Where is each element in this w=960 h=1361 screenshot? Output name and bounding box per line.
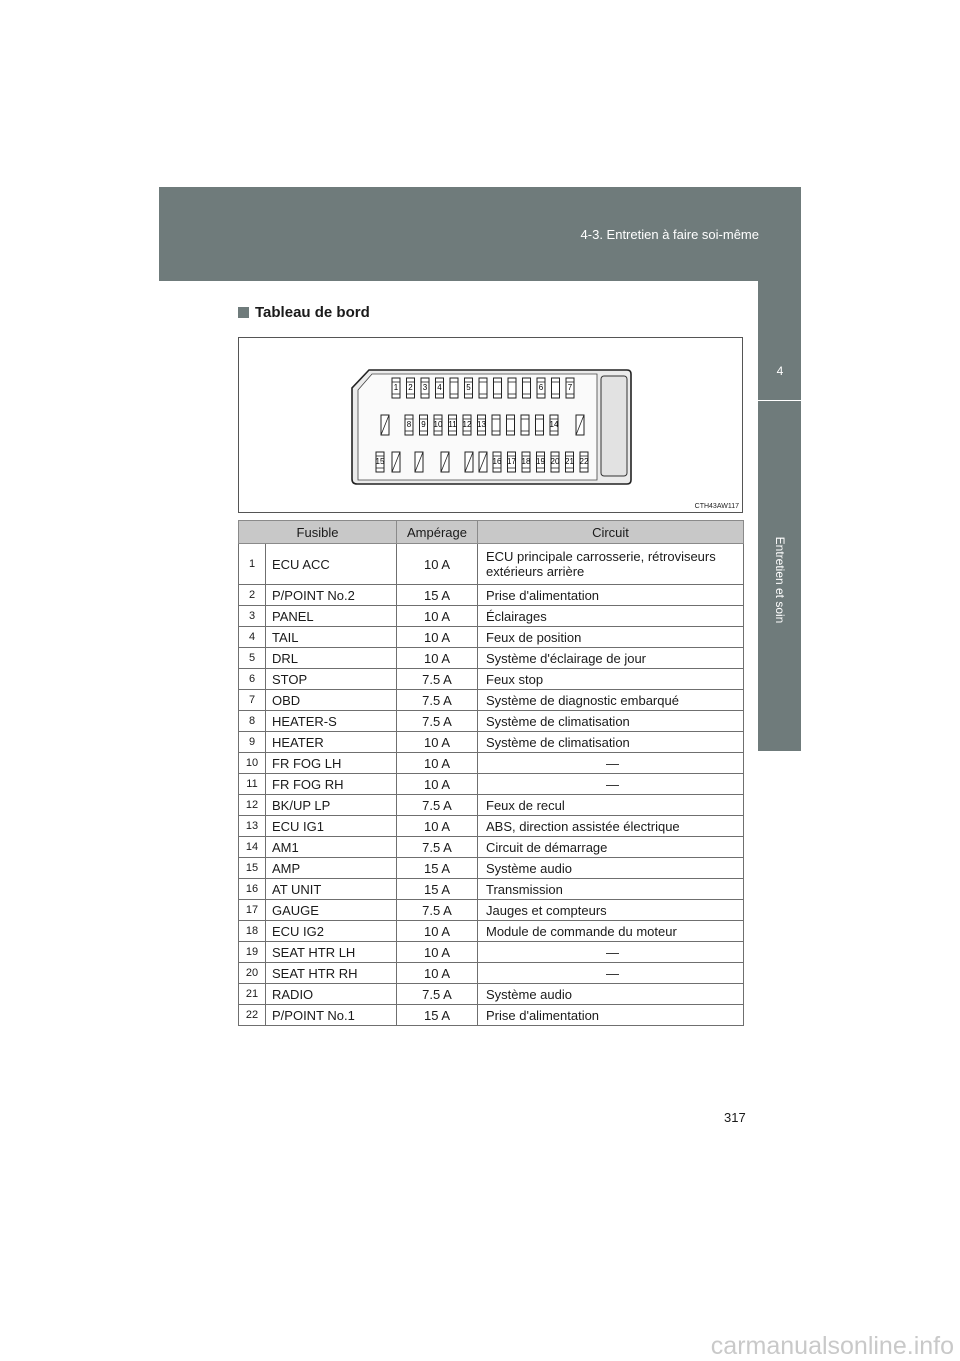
fuse-amperage: 7.5 A	[397, 837, 478, 858]
fuse-number: 5	[239, 648, 266, 669]
fuse-circuit: Feux de position	[478, 627, 744, 648]
fuse-amperage: 15 A	[397, 585, 478, 606]
fuse-slot	[405, 415, 413, 435]
empty-slot	[381, 415, 389, 435]
fuse-circuit: Système de climatisation	[478, 711, 744, 732]
fuse-circuit: Système d'éclairage de jour	[478, 648, 744, 669]
fuse-number-label: 22	[579, 457, 589, 466]
fuse-name: DRL	[266, 648, 397, 669]
fuse-name: OBD	[266, 690, 397, 711]
fuse-amperage: 10 A	[397, 544, 478, 585]
fuse-slot	[536, 415, 544, 435]
fuse-amperage: 10 A	[397, 816, 478, 837]
table-row	[239, 837, 744, 858]
fuse-number-label: 20	[550, 457, 560, 466]
fuse-slot	[508, 378, 516, 398]
fuse-amperage: 15 A	[397, 1005, 478, 1026]
empty-slot	[392, 452, 400, 472]
fuse-slot	[580, 452, 589, 472]
side-tab-divider	[758, 400, 801, 401]
fuse-number: 8	[239, 711, 266, 732]
fuse-name: AMP	[266, 858, 397, 879]
fuse-name: AT UNIT	[266, 879, 397, 900]
table-row	[239, 690, 744, 711]
fuse-circuit: Jauges et compteurs	[478, 900, 744, 921]
fuse-number: 16	[239, 879, 266, 900]
fuse-slot	[493, 452, 502, 472]
header-title: 4-3. Entretien à faire soi-même	[580, 227, 759, 242]
diagram-code: CTH43AW117	[694, 503, 739, 510]
table-row	[239, 753, 744, 774]
fuse-number: 9	[239, 732, 266, 753]
fuse-slot	[523, 378, 531, 398]
fuse-name: P/POINT No.1	[266, 1005, 397, 1026]
fuse-name: PANEL	[266, 606, 397, 627]
fuse-circuit: —	[478, 963, 744, 984]
fuse-name: HEATER-S	[266, 711, 397, 732]
fuse-number: 12	[239, 795, 266, 816]
watermark-text: carmanualsonline.info	[710, 1332, 954, 1360]
fuse-number: 2	[239, 585, 266, 606]
fuse-slot	[550, 415, 559, 435]
fuse-amperage: 7.5 A	[397, 900, 478, 921]
fuse-circuit: Système de diagnostic embarqué	[478, 690, 744, 711]
table-row	[239, 774, 744, 795]
fuse-name: AM1	[266, 837, 397, 858]
fuse-slot	[421, 378, 429, 398]
table-row	[239, 732, 744, 753]
table-row	[239, 963, 744, 984]
fuse-name: ECU IG2	[266, 921, 397, 942]
fuse-amperage: 10 A	[397, 942, 478, 963]
table-row	[239, 900, 744, 921]
fuse-number-label: 5	[466, 383, 471, 392]
fuse-name: HEATER	[266, 732, 397, 753]
fuse-amperage: 7.5 A	[397, 711, 478, 732]
fuse-slot	[522, 452, 531, 472]
fuse-slot	[492, 415, 500, 435]
fuse-number: 17	[239, 900, 266, 921]
page-header	[159, 187, 801, 281]
header-circuit: Circuit	[478, 521, 744, 544]
fuse-box-illustration	[239, 338, 742, 498]
fuse-number-label: 4	[437, 383, 442, 392]
page-number: 317	[724, 1110, 746, 1125]
fuse-number-label: 1	[393, 383, 399, 392]
empty-slot	[479, 452, 487, 472]
table-row	[239, 627, 744, 648]
fuse-amperage: 10 A	[397, 627, 478, 648]
fuse-slot	[448, 415, 457, 435]
fuse-circuit: Prise d'alimentation	[478, 585, 744, 606]
fuse-slot	[552, 378, 560, 398]
square-bullet-icon	[238, 307, 249, 318]
fuse-amperage: 15 A	[397, 879, 478, 900]
fuse-number: 15	[239, 858, 266, 879]
fuse-name: ECU IG1	[266, 816, 397, 837]
fuse-number: 18	[239, 921, 266, 942]
fuse-name: BK/UP LP	[266, 795, 397, 816]
empty-slot	[441, 452, 449, 472]
table-row	[239, 585, 744, 606]
fuse-amperage: 10 A	[397, 921, 478, 942]
section-title	[238, 304, 370, 321]
fuse-slot	[494, 378, 502, 398]
section-title-text: Tableau de bord	[255, 304, 370, 321]
fuse-number: 1	[239, 544, 266, 585]
fuse-number: 21	[239, 984, 266, 1005]
fuse-amperage: 10 A	[397, 963, 478, 984]
fuse-circuit: Circuit de démarrage	[478, 837, 744, 858]
fuse-circuit: —	[478, 942, 744, 963]
table-row	[239, 544, 744, 585]
fuse-slot	[392, 378, 400, 398]
fuse-number-label: 17	[507, 457, 516, 466]
table-row	[239, 816, 744, 837]
fuse-number: 10	[239, 753, 266, 774]
fuse-number-label: 2	[408, 383, 413, 392]
fuse-number: 14	[239, 837, 266, 858]
fuse-slot	[477, 415, 486, 435]
fuse-number-label: 10	[433, 420, 443, 429]
fuse-number-label: 14	[549, 420, 559, 429]
fuse-name: ECU ACC	[266, 544, 397, 585]
chapter-number: 4	[776, 364, 784, 378]
header-amperage: Ampérage	[397, 521, 478, 544]
fuse-number-label: 12	[462, 420, 472, 429]
watermark	[0, 1330, 960, 1358]
chapter-label: Entretien et soin	[772, 536, 787, 624]
fuse-slot	[566, 378, 574, 398]
fuse-circuit: Système de climatisation	[478, 732, 744, 753]
fuse-number-label: 21	[565, 457, 574, 466]
fuse-circuit: Système audio	[478, 858, 744, 879]
fuse-number: 11	[239, 774, 266, 795]
fuse-name: P/POINT No.2	[266, 585, 397, 606]
fuse-circuit: —	[478, 753, 744, 774]
header-fuse: Fusible	[239, 521, 397, 544]
table-row	[239, 648, 744, 669]
fuse-number: 3	[239, 606, 266, 627]
fuse-number: 6	[239, 669, 266, 690]
fuse-amperage: 10 A	[397, 753, 478, 774]
table-row	[239, 711, 744, 732]
table-row	[239, 858, 744, 879]
fuse-number-label: 18	[521, 457, 531, 466]
fuse-amperage: 7.5 A	[397, 669, 478, 690]
fuse-slot	[450, 378, 458, 398]
fuse-number-label: 11	[448, 420, 457, 429]
fuse-name: TAIL	[266, 627, 397, 648]
chapter-label-wrap	[758, 420, 801, 750]
fuse-number: 22	[239, 1005, 266, 1026]
fuse-circuit: Feux de recul	[478, 795, 744, 816]
fuse-amperage: 10 A	[397, 774, 478, 795]
table-row	[239, 942, 744, 963]
fuse-circuit: Module de commande du moteur	[478, 921, 744, 942]
fuse-circuit: ECU principale carrosserie, rétroviseurs extérieurs arrière	[478, 544, 744, 585]
fuse-name: GAUGE	[266, 900, 397, 921]
fuse-name: SEAT HTR RH	[266, 963, 397, 984]
fuse-slot	[537, 378, 545, 398]
fuse-name: SEAT HTR LH	[266, 942, 397, 963]
fuse-slot	[507, 415, 515, 435]
fuse-name: FR FOG RH	[266, 774, 397, 795]
fuse-circuit: Transmission	[478, 879, 744, 900]
table-row	[239, 984, 744, 1005]
fuse-table	[238, 520, 744, 1026]
fuse-slot	[565, 452, 574, 472]
fuse-number-label: 15	[375, 457, 385, 466]
fuse-amperage: 7.5 A	[397, 984, 478, 1005]
fuse-number-label: 19	[536, 457, 545, 466]
fuse-circuit: Feux stop	[478, 669, 744, 690]
empty-slot	[415, 452, 423, 472]
fuse-slot	[420, 415, 428, 435]
fuse-slot	[479, 378, 487, 398]
fuse-slot	[376, 452, 385, 472]
fuse-number-label: 3	[422, 383, 428, 392]
table-row	[239, 879, 744, 900]
fuse-slot	[465, 378, 473, 398]
fuse-number-label: 13	[477, 420, 486, 429]
fuse-amperage: 10 A	[397, 732, 478, 753]
table-row	[239, 1005, 744, 1026]
fuse-amperage: 7.5 A	[397, 795, 478, 816]
table-row	[239, 795, 744, 816]
fuse-circuit: Éclairages	[478, 606, 744, 627]
fuse-slot	[407, 378, 415, 398]
fuse-number: 20	[239, 963, 266, 984]
fuse-box-diagram	[238, 337, 743, 513]
fuse-slot	[436, 378, 444, 398]
fuse-circuit: ABS, direction assistée électrique	[478, 816, 744, 837]
fuse-slot	[521, 415, 529, 435]
table-row	[239, 606, 744, 627]
fuse-circuit: —	[478, 774, 744, 795]
table-row	[239, 669, 744, 690]
fuse-number: 7	[239, 690, 266, 711]
fuse-number-label: 8	[406, 420, 412, 429]
fuse-table-header	[239, 521, 744, 544]
fuse-number: 13	[239, 816, 266, 837]
table-row	[239, 921, 744, 942]
fuse-number-label: 7	[567, 383, 573, 392]
fuse-number-label: 9	[421, 420, 426, 429]
fuse-name: RADIO	[266, 984, 397, 1005]
fuse-number-label: 6	[538, 383, 544, 392]
fuse-slot	[551, 452, 560, 472]
fuse-amperage: 10 A	[397, 648, 478, 669]
fuse-number: 19	[239, 942, 266, 963]
fuse-amperage: 10 A	[397, 606, 478, 627]
fuse-number: 4	[239, 627, 266, 648]
fuse-slot	[463, 415, 472, 435]
fuse-slot	[434, 415, 443, 435]
fuse-number-label: 16	[492, 457, 502, 466]
fuse-circuit: Système audio	[478, 984, 744, 1005]
fuse-amperage: 15 A	[397, 858, 478, 879]
fuse-circuit: Prise d'alimentation	[478, 1005, 744, 1026]
fuse-slot	[507, 452, 516, 472]
empty-slot	[465, 452, 473, 472]
fuse-amperage: 7.5 A	[397, 690, 478, 711]
fuse-name: FR FOG LH	[266, 753, 397, 774]
fuse-slot	[536, 452, 545, 472]
empty-slot	[576, 415, 584, 435]
fuse-name: STOP	[266, 669, 397, 690]
